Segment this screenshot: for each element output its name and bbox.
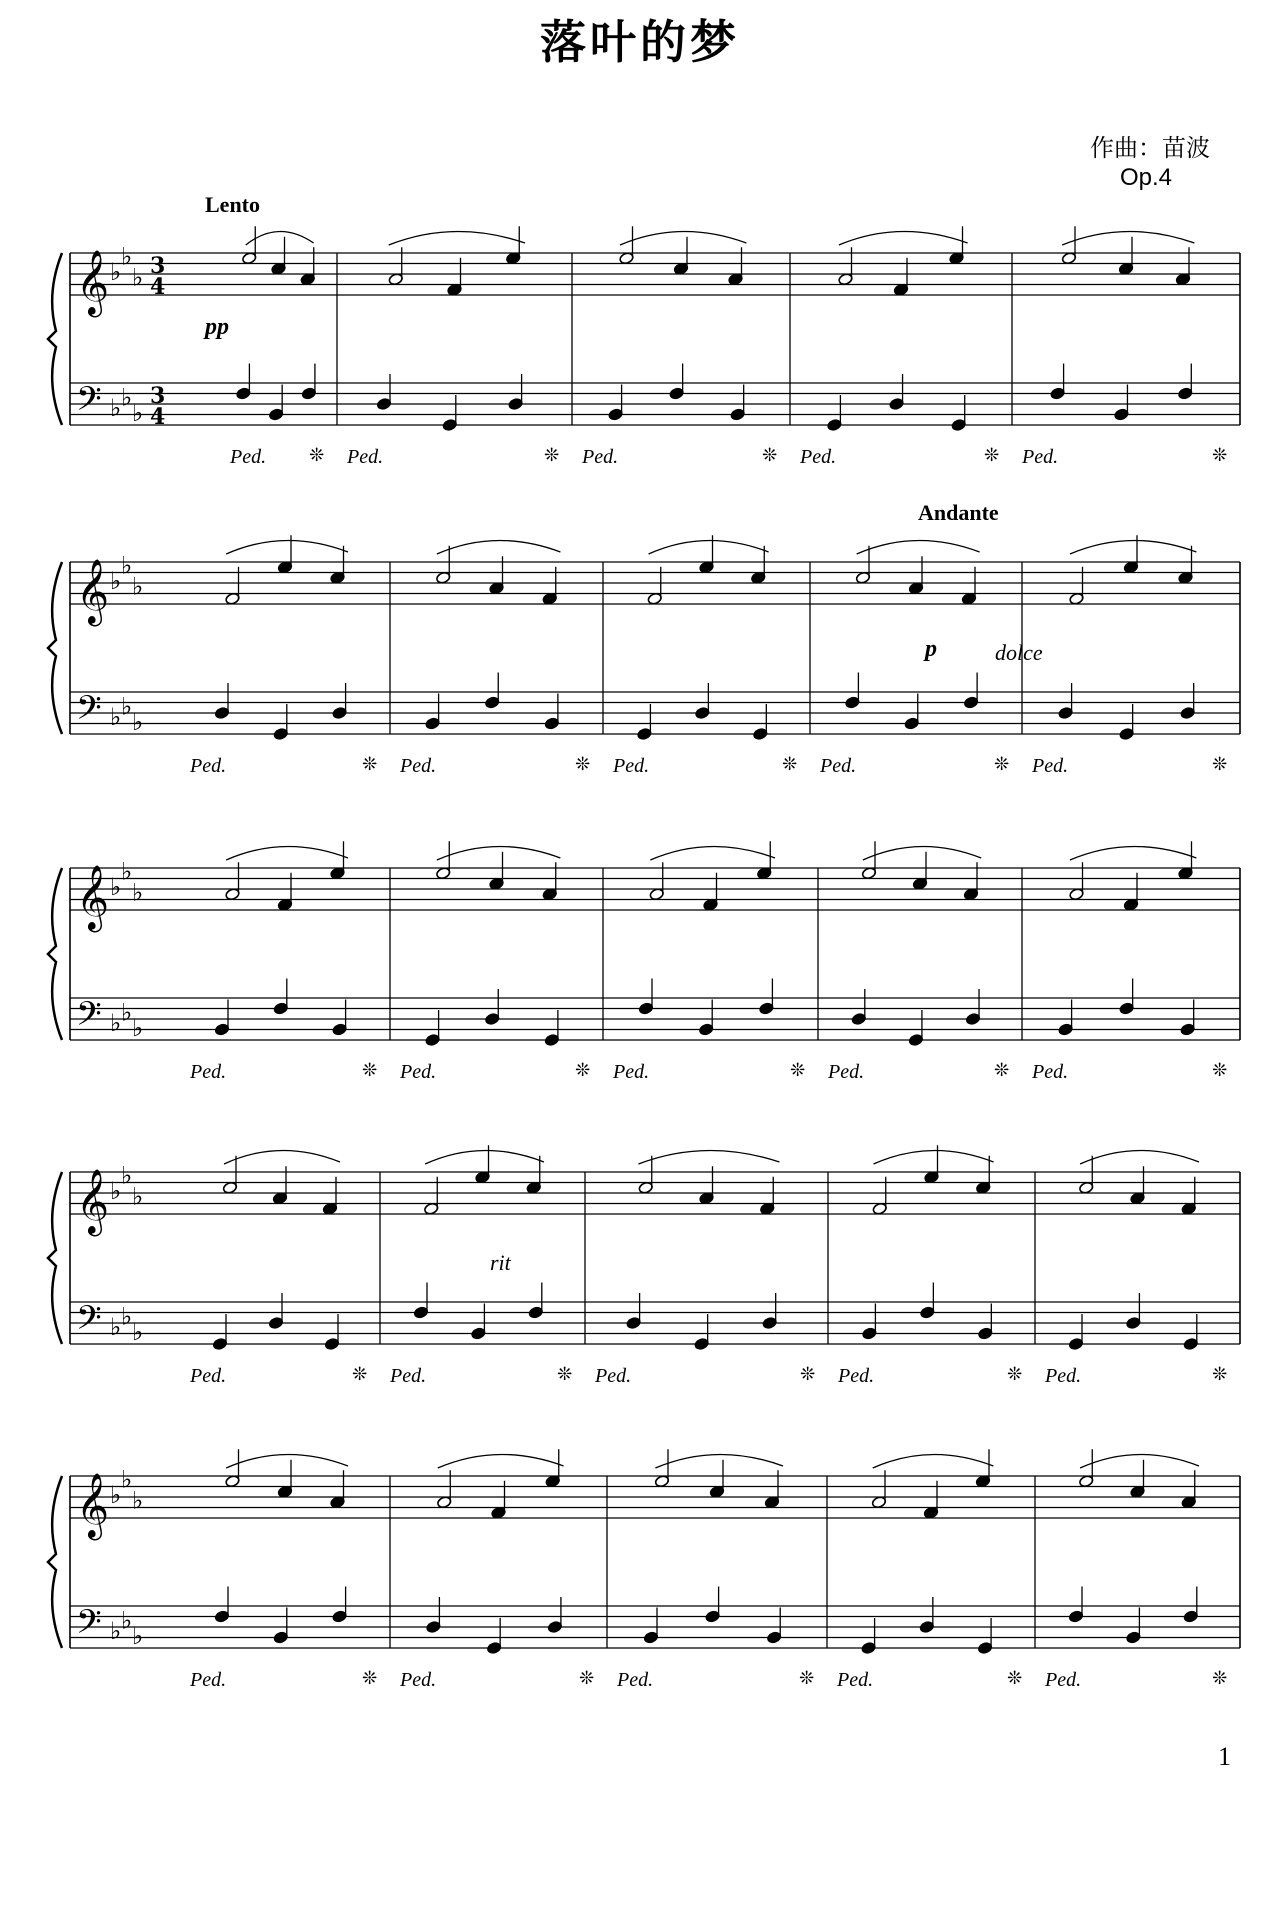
key-signature-flat: ♭ [121, 998, 133, 1027]
slur [620, 231, 746, 245]
pedal-release: ❊ [1007, 1364, 1023, 1385]
tempo-andante: Andante [918, 500, 999, 525]
pedal-marking: Ped. [400, 755, 437, 777]
pedal-release: ❊ [762, 445, 778, 466]
slur [874, 1150, 994, 1164]
grand-staff-brace [48, 868, 62, 1040]
key-signature-flat: ♭ [110, 567, 122, 595]
treble-clef: 𝄞 [76, 250, 110, 315]
key-signature-flat: ♭ [132, 1622, 144, 1650]
treble-clef: 𝄞 [76, 1169, 110, 1234]
pedal-marking: Ped. [190, 1365, 227, 1387]
slur [650, 846, 775, 860]
expression-rit: rit [490, 1250, 511, 1275]
key-signature-flat: ♭ [110, 703, 122, 731]
time-signature: 3 [150, 252, 166, 279]
pedal-marking: Ped. [613, 755, 650, 777]
bass-clef: 𝄢 [76, 1299, 102, 1346]
pedal-marking: Ped. [820, 755, 857, 777]
slur [1080, 1454, 1199, 1468]
pedal-marking: Ped. [400, 1061, 437, 1083]
slur [389, 231, 525, 245]
key-signature-flat: ♭ [121, 1606, 133, 1635]
pedal-marking: Ped. [800, 446, 837, 468]
slur [655, 1454, 783, 1468]
pedal-marking: Ped. [1045, 1669, 1082, 1691]
pedal-marking: Ped. [613, 1061, 650, 1083]
slur [1070, 846, 1196, 860]
pedal-release: ❊ [994, 754, 1010, 775]
slur [226, 1454, 348, 1468]
pedal-release: ❊ [362, 754, 378, 775]
tempo-lento: Lento [205, 192, 260, 217]
treble-clef: 𝄞 [76, 559, 110, 624]
pedal-marking: Ped. [1022, 446, 1059, 468]
opus-number: Op.4 [1120, 164, 1173, 191]
composer-credit: 作曲：苗波 [1090, 134, 1210, 162]
key-signature-flat: ♭ [121, 551, 133, 580]
dynamic-p: p [925, 636, 937, 662]
pedal-release: ❊ [1212, 1668, 1228, 1689]
key-signature-flat: ♭ [132, 1486, 144, 1515]
key-signature-flat: ♭ [110, 873, 122, 901]
pedal-release: ❊ [362, 1668, 378, 1689]
slur [438, 1454, 564, 1468]
key-signature-flat: ♭ [132, 572, 144, 601]
slur [425, 1150, 544, 1164]
pedal-release: ❊ [1212, 1060, 1228, 1081]
key-signature-flat: ♭ [132, 878, 144, 907]
treble-clef: 𝄞 [76, 1473, 110, 1538]
pedal-release: ❊ [575, 1060, 591, 1081]
pedal-release: ❊ [790, 1060, 806, 1081]
grand-staff-brace [48, 1476, 62, 1648]
slur [226, 540, 348, 554]
key-signature-flat: ♭ [121, 242, 133, 271]
key-signature-flat: ♭ [110, 1481, 122, 1509]
key-signature-flat: ♭ [110, 258, 122, 286]
pedal-release: ❊ [782, 754, 798, 775]
score-title: 落叶的梦 [540, 15, 740, 69]
key-signature-flat: ♭ [132, 1318, 144, 1346]
pedal-release: ❊ [799, 1668, 815, 1689]
slur [1080, 1150, 1199, 1164]
expression-dolce: dolce [995, 640, 1043, 665]
bass-clef: 𝄢 [76, 380, 102, 427]
slur [437, 846, 561, 860]
key-signature-flat: ♭ [132, 263, 144, 292]
pedal-marking: Ped. [828, 1061, 865, 1083]
bass-clef: 𝄢 [76, 689, 102, 736]
pedal-release: ❊ [352, 1364, 368, 1385]
key-signature-flat: ♭ [132, 399, 144, 427]
pedal-release: ❊ [1212, 754, 1228, 775]
key-signature-flat: ♭ [121, 1161, 133, 1190]
pedal-marking: Ped. [838, 1365, 875, 1387]
pedal-marking: Ped. [1032, 1061, 1069, 1083]
pedal-release: ❊ [994, 1060, 1010, 1081]
key-signature-flat: ♭ [110, 1617, 122, 1645]
grand-staff-brace [48, 1172, 62, 1344]
pedal-release: ❊ [1007, 1668, 1023, 1689]
pedal-marking: Ped. [617, 1669, 654, 1691]
pedal-marking: Ped. [390, 1365, 427, 1387]
key-signature-flat: ♭ [110, 1009, 122, 1037]
slur [1062, 231, 1194, 245]
pedal-release: ❊ [800, 1364, 816, 1385]
key-signature-flat: ♭ [121, 692, 133, 721]
pedal-release: ❊ [544, 445, 560, 466]
slur [839, 231, 968, 245]
pedal-release: ❊ [362, 1060, 378, 1081]
slur [649, 540, 769, 554]
pedal-release: ❊ [1212, 1364, 1228, 1385]
pedal-marking: Ped. [230, 446, 267, 468]
pedal-marking: Ped. [1045, 1365, 1082, 1387]
pedal-marking: Ped. [837, 1669, 874, 1691]
time-signature: 4 [150, 403, 166, 430]
pedal-marking: Ped. [190, 755, 227, 777]
pedal-marking: Ped. [347, 446, 384, 468]
pedal-release: ❊ [575, 754, 591, 775]
pedal-release: ❊ [309, 445, 325, 466]
key-signature-flat: ♭ [121, 857, 133, 886]
bass-clef: 𝄢 [76, 1603, 102, 1650]
key-signature-flat: ♭ [132, 1014, 144, 1042]
slur [226, 846, 348, 860]
key-signature-flat: ♭ [110, 1177, 122, 1205]
key-signature-flat: ♭ [132, 1182, 144, 1211]
bass-clef: 𝄢 [76, 995, 102, 1042]
slur [638, 1150, 779, 1164]
key-signature-flat: ♭ [121, 383, 133, 412]
treble-clef: 𝄞 [76, 865, 110, 930]
pedal-marking: Ped. [595, 1365, 632, 1387]
grand-staff-brace [48, 562, 62, 734]
slur [1070, 540, 1196, 554]
slur [437, 540, 561, 554]
dynamic-pp: pp [205, 314, 229, 340]
time-signature: 3 [150, 382, 166, 409]
key-signature-flat: ♭ [110, 1313, 122, 1341]
pedal-release: ❊ [557, 1364, 573, 1385]
pedal-marking: Ped. [400, 1669, 437, 1691]
slur [863, 846, 981, 860]
pedal-marking: Ped. [190, 1669, 227, 1691]
key-signature-flat: ♭ [110, 394, 122, 422]
grand-staff-brace [48, 253, 62, 425]
pedal-release: ❊ [579, 1668, 595, 1689]
key-signature-flat: ♭ [121, 1465, 133, 1494]
slur [873, 1454, 994, 1468]
pedal-marking: Ped. [190, 1061, 227, 1083]
pedal-marking: Ped. [582, 446, 619, 468]
pedal-release: ❊ [984, 445, 1000, 466]
slur [224, 1150, 340, 1164]
slur [246, 231, 314, 245]
time-signature: 4 [150, 273, 166, 300]
slur [857, 540, 980, 554]
page-number: 1 [1218, 1742, 1231, 1771]
key-signature-flat: ♭ [132, 708, 144, 736]
pedal-release: ❊ [1212, 445, 1228, 466]
pedal-marking: Ped. [1032, 755, 1069, 777]
key-signature-flat: ♭ [121, 1302, 133, 1331]
